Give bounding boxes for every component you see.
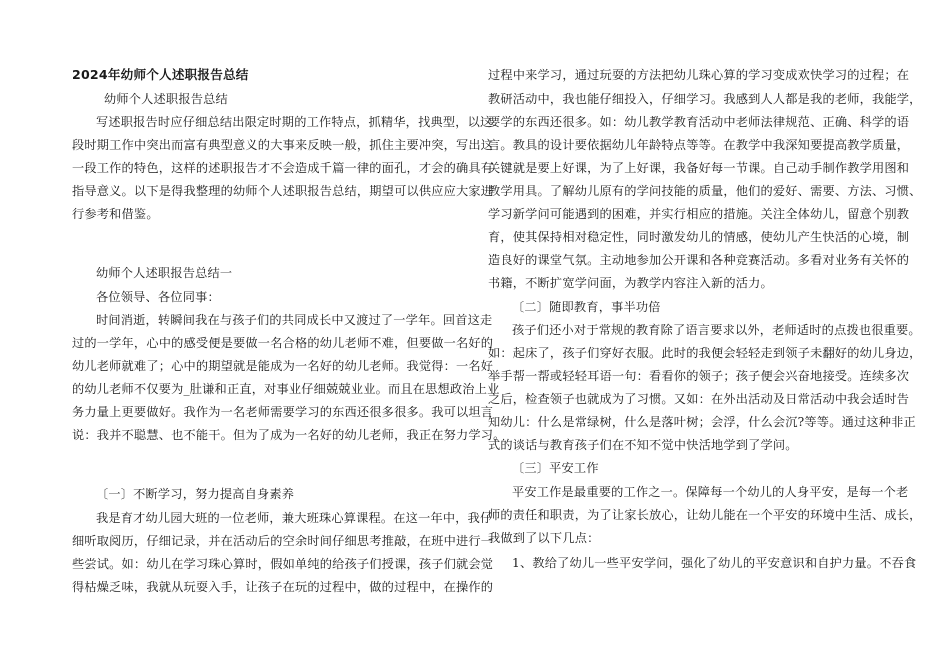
paragraph-line: 举手帮一帮或轻轻耳语一句：看看你的领子；孩子便会兴奋地接受。连续多次 [488, 369, 910, 383]
document-title: 2024年幼师个人述职报告总结 [72, 67, 249, 82]
paragraph-line: 造良好的课堂气氛。主动地参加公开课和各种竞赛活动。多看对业务有关怀的 [488, 253, 910, 267]
paragraph-line: 师的责任和职责，为了让家长放心，让幼儿能在一个平安的环境中生活、成长， [488, 508, 922, 522]
paragraph-line: 育，使其保持相对稳定性，同时激发幼儿的情感，使幼儿产生快活的心境，制 [488, 230, 910, 244]
paragraph-line: 要学的东西还很多。如：幼儿教学教育活动中老师法律规范、正确、科学的语 [488, 115, 910, 129]
paragraph-line: 说：我并不聪慧、也不能干。但为了成为一名好的幼儿老师，我正在努力学习。 [72, 428, 506, 442]
section-heading: 〔二〕随即教育，事半功倍 [512, 300, 661, 314]
salutation: 各位领导、各位同事： [96, 290, 220, 304]
section-heading: 〔三〕平安工作 [512, 461, 599, 475]
paragraph-line: 孩子们还小对于常规的教育除了语言要求以外，老师适时的点拨也很重要。 [512, 323, 921, 337]
paragraph-line: 平安工作是最重要的工作之一。保障每一个幼儿的人身平安，是每一个老 [512, 485, 909, 499]
paragraph-line: 学习新学问可能遇到的困难，并实行相应的措施。关注全体幼儿，留意个别教 [488, 207, 910, 221]
paragraph-line: 段时期工作中突出而富有典型意义的大事来反映一般，抓住主要冲突，写出这 [72, 138, 494, 152]
paragraph-line: 式的谈话与教育孩子们在不知不觉中快活地学到了学问。 [488, 438, 798, 452]
paragraph-line: 一段工作的特色，这样的述职报告才不会造成千篇一律的面孔，才会的确具有 [72, 161, 494, 175]
paragraph-line: 过程中来学习，通过玩耍的方法把幼儿珠心算的学习变成欢快学习的过程；在 [488, 68, 910, 82]
paragraph-line: 1、教给了幼儿一些平安学问，强化了幼儿的平安意识和自护力量。不吞食 [512, 556, 917, 570]
paragraph-line: 幼儿老师就难了；心中的期望就是能成为一名好的幼儿老师。我觉得：一名好 [72, 359, 494, 373]
paragraph-line: 得枯燥乏味，我就从玩耍入手，让孩子在玩的过程中，做的过程中，在操作的 [72, 580, 494, 594]
paragraph-line: 我是育才幼儿园大班的一位老师，兼大班珠心算课程。在这一年中，我仔 [96, 511, 493, 525]
paragraph-line: 指导意义。以下是得我整理的幼师个人述职报告总结，期望可以供应应大家进 [72, 184, 494, 198]
paragraph-line: 务力量上更要做好。我作为一名老师需要学习的东西还很多很多。我可以坦言 [72, 405, 494, 419]
paragraph-line: 过的一学年，心中的感受便是要做一名合格的幼儿老师不难，但要做一名好的 [72, 336, 494, 350]
subtitle: 幼师个人述职报告总结 [104, 92, 228, 106]
paragraph-line: 教研活动中，我也能仔细投入，仔细学习。我感到人人都是我的老师，我能学， [488, 92, 922, 106]
paragraph-line: 关键就是要上好课，为了上好课，我备好每一节课。自己动手制作教学用图和 [488, 161, 910, 175]
paragraph-line: 知幼儿：什么是常绿树，什么是落叶树；会浮，什么会沉?等等。通过这种非正 [488, 415, 916, 429]
paragraph-line: 的幼儿老师不仅要为_肚谦和正直，对事业仔细兢兢业业。而且在思想政治上业 [72, 382, 500, 396]
paragraph-line: 书籍，不断扩宽学问面，为教学内容注入新的活力。 [488, 276, 773, 290]
paragraph-line: 言。教具的设计要依据幼儿年龄特点等等。在教学中我深知要提高教学质量， [488, 138, 910, 152]
paragraph-line: 我做到了以下几点： [488, 531, 600, 545]
paragraph-line: 教学用具。了解幼儿原有的学问技能的质量，他们的爱好、需要、方法、习惯、 [488, 184, 922, 198]
paragraph-line: 些尝试。如：幼儿在学习珠心算时，假如单纯的给孩子们授课，孩子们就会觉 [72, 557, 494, 571]
paragraph-line: 如：起床了，孩子们穿好衣服。此时的我便会轻轻走到领子未翻好的幼儿身边， [488, 346, 922, 360]
paragraph-line: 行参考和借鉴。 [72, 207, 159, 221]
paragraph-line: 之后，检查领子也就成为了习惯。又如：在外出活动及日常活动中我会适时告 [488, 392, 910, 406]
section-heading: 幼师个人述职报告总结一 [96, 266, 233, 280]
section-heading: 〔一〕不断学习，努力提高自身素养 [96, 487, 295, 501]
paragraph-line: 写述职报告时应仔细总结出限定时期的工作特点，抓精华，找典型，以这 [96, 115, 493, 129]
paragraph-line: 细听取阅历，仔细记录，并在活动后的空余时间仔细思考推敲，在班中进行一 [72, 534, 494, 548]
paragraph-line: 时间消逝，转瞬间我在与孩子们的共同成长中又渡过了一学年。回首这走 [96, 313, 493, 327]
